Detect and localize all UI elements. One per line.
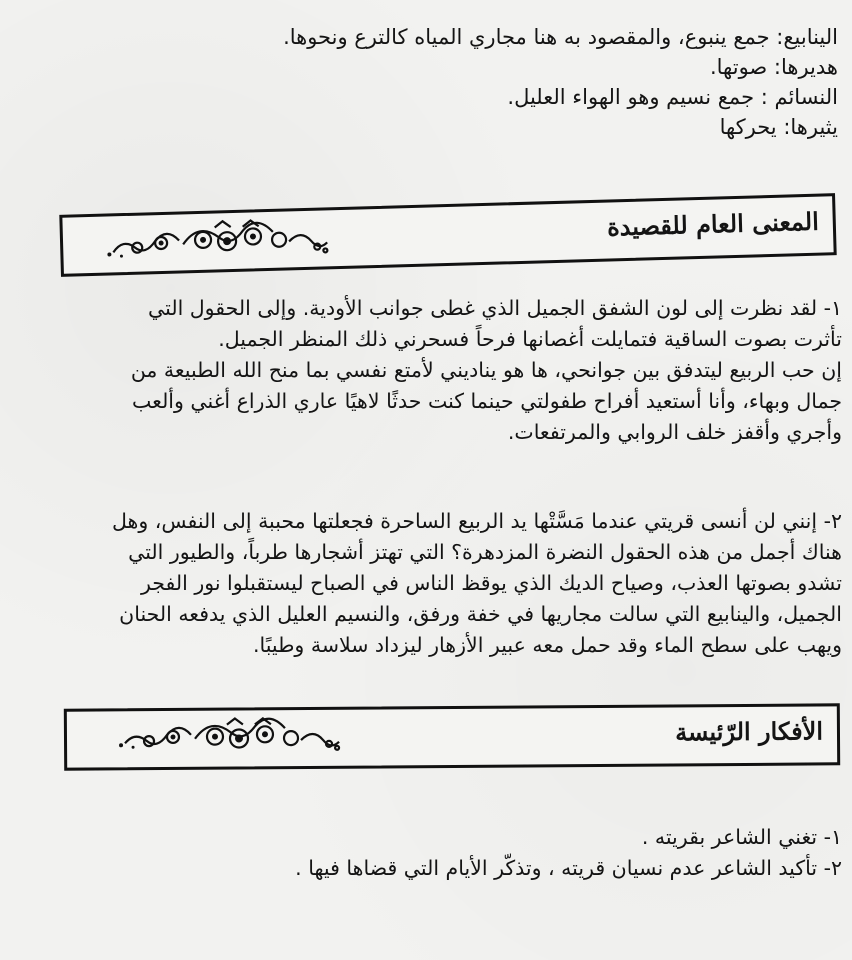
vocab-item: النسائم : جمع نسيم وهو الهواء العليل. — [507, 85, 838, 109]
section-heading-general-meaning — [59, 193, 836, 277]
section-title: المعنى العام للقصيدة — [606, 206, 820, 242]
vocab-item: الينابيع: جمع ينبوع، والمقصود به هنا مجاري المياه كالترع ونحوها. — [283, 25, 838, 49]
paragraph-line: ويهب على سطح الماء وقد حمل معه عبير الأزهار ليزداد سلاسة وطيبًا. — [252, 633, 842, 657]
section-heading-main-ideas — [64, 703, 840, 770]
paragraph-line: جمال وبهاء، وأنا أستعيد أفراح طفولتي حينما كنت حدثًا لاهيًا عاري الذراع أغني وألعب — [132, 389, 842, 413]
paragraph-line: هناك أجمل من هذه الحقول النضرة المزدهرة؟ التي تهتز أشجارها طرباً، والطيور التي — [128, 540, 842, 564]
floral-ornament-icon — [103, 216, 334, 270]
paragraph-line: تشدو بصوتها العذب، وصياح الديك الذي يوقظ الناس في الصباح ليستقبلوا نور الفجر — [140, 571, 842, 595]
paragraph-line: إن حب الربيع ليتدفق بين جوانحي، ها هو يناديني لأمتع نفسي بما منح الله الطبيعة من — [130, 358, 842, 382]
general-meaning-paragraph-1 — [38, 293, 842, 448]
paragraph-line: تأثرت بصوت الساقية فتمايلت أغصانها فرحاً فسحرني ذلك المنظر الجميل. — [218, 327, 842, 351]
idea-item: ١- تغني الشاعر بقريته . — [641, 825, 842, 849]
main-ideas-list — [200, 822, 842, 884]
paragraph-line: ١- لقد نظرت إلى لون الشفق الجميل الذي غطى جوانب الأودية. وإلى الحقول التي — [148, 296, 842, 320]
vocab-item: يثيرها: يحركها — [719, 115, 838, 139]
vocabulary-list — [138, 22, 838, 142]
vocab-item: هديرها: صوتها. — [709, 55, 838, 79]
paragraph-line: الجميل، والينابيع التي سالت مجاريها في خفة ورفق، والنسيم العليل الذي يدفعه الحنان — [119, 602, 842, 626]
floral-ornament-icon — [115, 716, 345, 766]
paragraph-line: ٢- إنني لن أنسى قريتي عندما مَسَّتْها يد الربيع الساحرة فجعلتها محببة إلى النفس، وهل — [112, 509, 842, 533]
section-title: الأفكار الرّئيسة — [675, 716, 824, 747]
idea-item: ٢- تأكيد الشاعر عدم نسيان قريته ، وتذكّر الأيام التي قضاها فيها . — [295, 856, 842, 880]
general-meaning-paragraph-2 — [38, 506, 842, 661]
paragraph-line: وأجري وأقفز خلف الروابي والمرتفعات. — [507, 420, 842, 444]
